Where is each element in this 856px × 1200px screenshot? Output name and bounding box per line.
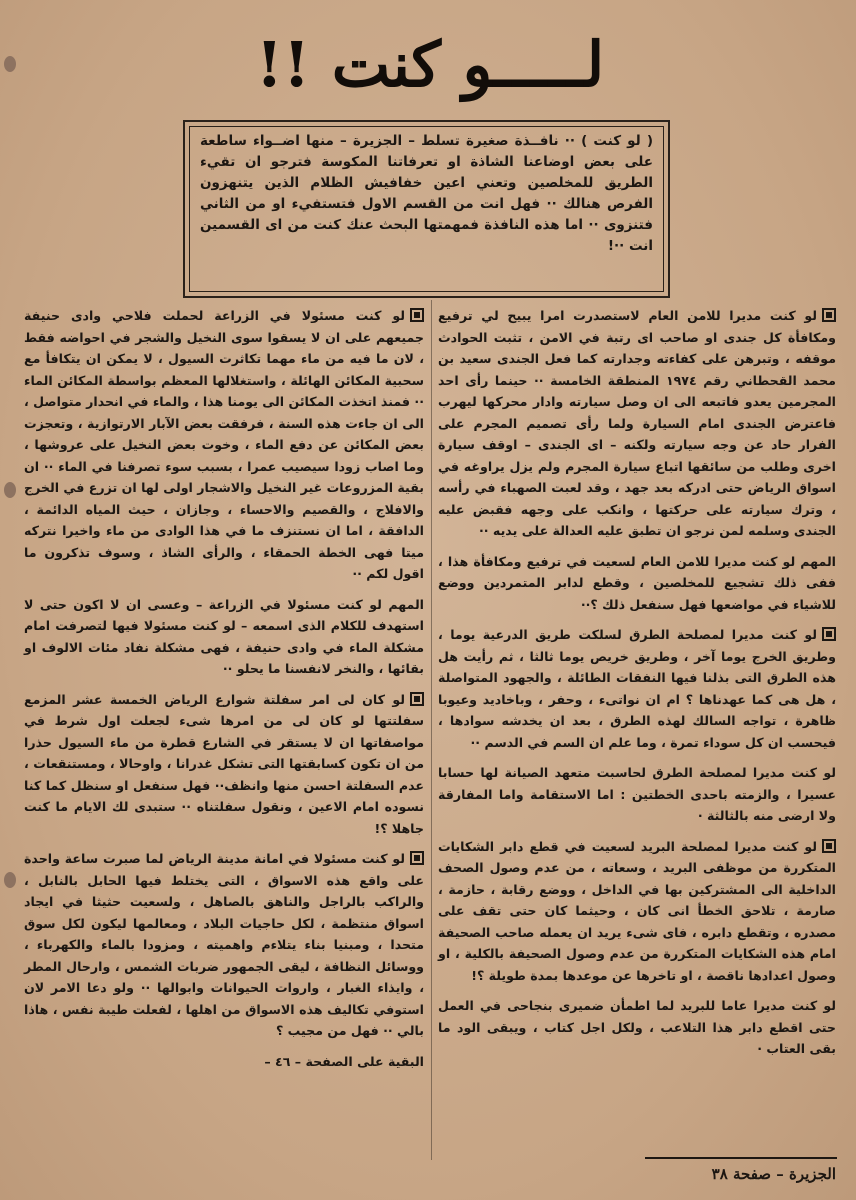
intro-text: ( لو كنت ) ·· نافــذة صغيرة تسلط – الجزيرة – منها اضــواء ساطعة على بعض اوضاعنا الشاذة او تعرفاتنا المكوسة فترجو ان تقيء الطريق للمخلصين وتعني اعين خفافيش الظلام الذين يتنهزون الفرص هنالك ·· فهل انت من القسم الاول فتستفيء او من الثاني فتنزوى ·· اما هذه النافذة فمهمتها البحث عنك كنت من اى القسمين انت ··! [189,126,664,292]
paragraph: لو كنت مسئولا في الزراعة لحملت فلاحي وادى حنيفة جميعهم على ان لا يسقوا سوى النخيل والشجر في احواضه فقط ، لان ما فيه من ماء مهما تكاثرت السيول ، لا يمكن ان يتكافأ مع سحبية المكائن الهائلة ، واستغلالها المعظم بواسطة المكائن الماء ·· فمنذ اتخذت المكائن الى يومنا هذا ، والماء في انحدار متواصل ، الى ان جاءت هذه السنة ، فرفقت بعض الآبار الارتوازية ، وتعجزت بعض المكائن عن دفع الماء ، وخوت بعض النخيل على عروشها ، وما اصاب زودا سيصيب عمرا ، بسبب سوء تصرفنا في الماء ·· ان بقية المزروعات غير النخيل والاشجار اولى لها ان تزرع في الخرج والافلاج ، والقصيم والاحساء ، وجازان ، حيث المياه الدائمة ، الدافقة ، اما ان نستنزف ما في هذا الوادى من ماء واخيرا نتركه ميتا فهى الخطة الحمقاء ، والرأى الشاذ ، وسوف تذكرون ما اقول لكم ·· [24,308,424,581]
intro-box [183,120,670,298]
punch-hole [4,56,16,72]
bullet-square-icon [822,839,836,853]
paragraph: لو كنت مديرا عاما للبريد لما اطمأن ضميرى بنجاحى في العمل حتى اقطع دابر هذا التلاعب ، ولكل اجل كتاب ، ويبقى الود ما بقى العتاب · [438,998,836,1056]
paragraph: لو كنت مديرا للامن العام لاستصدرت امرا يبيح لي ترفيع ومكافأة كل جندى او صاحب اى رتبة في الامن ، تثبت الحوادث موقفه ، وتبرهن على كفاءته وجدارته كما فعل الجندى سعيد بن محمد القحطاني رقم ١٩٧٤ المنطقة الخامسة ·· حينما رأى احد المجرمين يعدو فاتبعه الى ان وصل سيارته وادار محركها ليهرب فاعترض الجندى امام السيارة ولما رأى تصميم المجرم على الفرار حاد عن وجه سيارته ولكنه – اى الجندى – اوقف سيارة اخرى وطلب من سائقها اتباع سيارة المجرم ولم يزل يراوغه في اسواق الرياض حتى ادركه بعد جهد ، وقد لعبت الصهباء في رأسه ، وترك سيارته على حركتها ، وانكب على وجهه فقبض عليه الجندى وسلمه لمن نرجو ان تطبق عليه العدالة على يديه ·· [438,308,836,538]
left-column [24,305,424,1081]
paragraph: لو كنت مديرا لمصلحة الطرق لحاسبت متعهد الصيانة لها حسابا عسيرا ، والزمته باحدى الخطتين : اما الاستقامة واما المفارقة ولا ارضى منه بالثالثة · [438,765,836,823]
paragraph: لو كنت مديرا لمصلحة البريد لسعيت في قطع دابر الشكايات المتكررة من موظفى البريد ، وسعاته ، من عدم وصول الصحف الداخلية الى المشتركين بها في الداخل ، ووضع رقابة ، حازمة ، صارمة ، تلاحق الخطأ انى كان ، وحيثما كان حتى تقف على مصدره ، وتقطع دابره ، فاى شىء يريد ان يعمله صاحب الصحيفة امام هذه الشكايات المتكررة من عدم وصول الصحيفة بالكلية ، او وصول اعدادها ناقصة ، او تاخرها عن موعدها بمدة طويلة ؟! [438,838,836,983]
column-divider [431,300,432,1160]
punch-hole [4,482,16,498]
right-column [438,305,836,1069]
continuation-note: البقية على الصفحة – ٤٦ – [264,1053,424,1069]
page-footer: الجزيرة – صفحة ٣٨ [711,1165,836,1183]
paragraph: لو كنت مديرا لمصلحة الطرق لسلكت طريق الدرعية يوما ، وطريق الخرج يوما آخر ، وطريق خريص يوما ثالثا ، ثم رأيت هل هذه الطرق التى بذلنا فيها النفقات الطائلة ، والجهود المتواصلة ، هل هى كما عهدناها ؟ ام ان نواتىء ، وحفر ، وباخاديد وعيوبا ظاهرة ، تواجه السالك لهذه الطرق ، بعد ان يخدشه سوادها ، فيحسب ان كل سوداء تمرة ، وما علم ان السم في الدسم ·· [438,627,836,750]
bullet-square-icon [822,308,836,322]
paragraph: لو كان لى امر سفلتة شوارع الرياض الخمسة عشر المزمع سفلتتها لو كان لى من امرها شىء لجعلت اول شرط في مواصفاتها ان لا يستقر في الشارع قطرة من ماء السيول حذرا من ان تكون كسابقتها التى تشكل غدرانا ، واوحالا ، ومستنقعات ، عدم السفلتة احسن منها وانظف·· فهل سنفعل او سنظل كما كنا نسوده امام الاعين ، ونقول سفلتناه ·· ستبدى لك الايام ما كنت جاهلا ؟! [24,691,424,836]
page-title: لـــــو كنت !! [255,28,605,101]
bullet-square-icon [410,851,424,865]
bullet-square-icon [410,308,424,322]
paragraph: لو كنت مسئولا في امانة مدينة الرياض لما صبرت ساعة واحدة على واقع هذه الاسواق ، التى يختلط فيها الحابل بالنابل ، والراكب بالراجل والناهق بالصاهل ، ولسعيت حثيثا في ايجاد اسواق منتظمة ، لكل حاجيات البلاد ، ومعالمها ليكون لكل سوق متحدا ، ومبنيا بناء يتلاءم واهميته ، ومزودا بالماء والكهرباء ، ووسائل النظافة ، ليقى الجمهور ضربات الشمس ، وارحال المطر ، وايذاء الغبار ، واروات الحيوانات وابوالها ·· ولو دعا الامر لان استوفي تكاليف هذه الاسواق من اهلها ، لفعلت طيبة نفس ، هاذا بالي ·· فهل من مجيب ؟ [24,851,424,1038]
paragraph: المهم لو كنت مسئولا في الزراعة – وعسى ان لا اكون حتى لا استهدف للكلام الذى اسمعه – لو كنت مسئولا فيها لتصرفت امام مشكلة الماء في وادى حنيفة ، فهى مشكلة نفاد مئات الالوف او بقائها ، والنخر لانفسنا ما يحلو ·· [24,596,424,676]
bullet-square-icon [410,692,424,706]
footer-rule [645,1157,837,1159]
punch-hole [4,872,16,888]
bullet-square-icon [822,627,836,641]
paragraph: المهم لو كنت مديرا للامن العام لسعيت في ترفيع ومكافأة هذا ، ففى ذلك تشجيع للمخلصين ، وقطع لدابر المتمردين ووضع للاشياء في مواضعها فهل سنفعل ذلك ؟·· [438,553,836,612]
